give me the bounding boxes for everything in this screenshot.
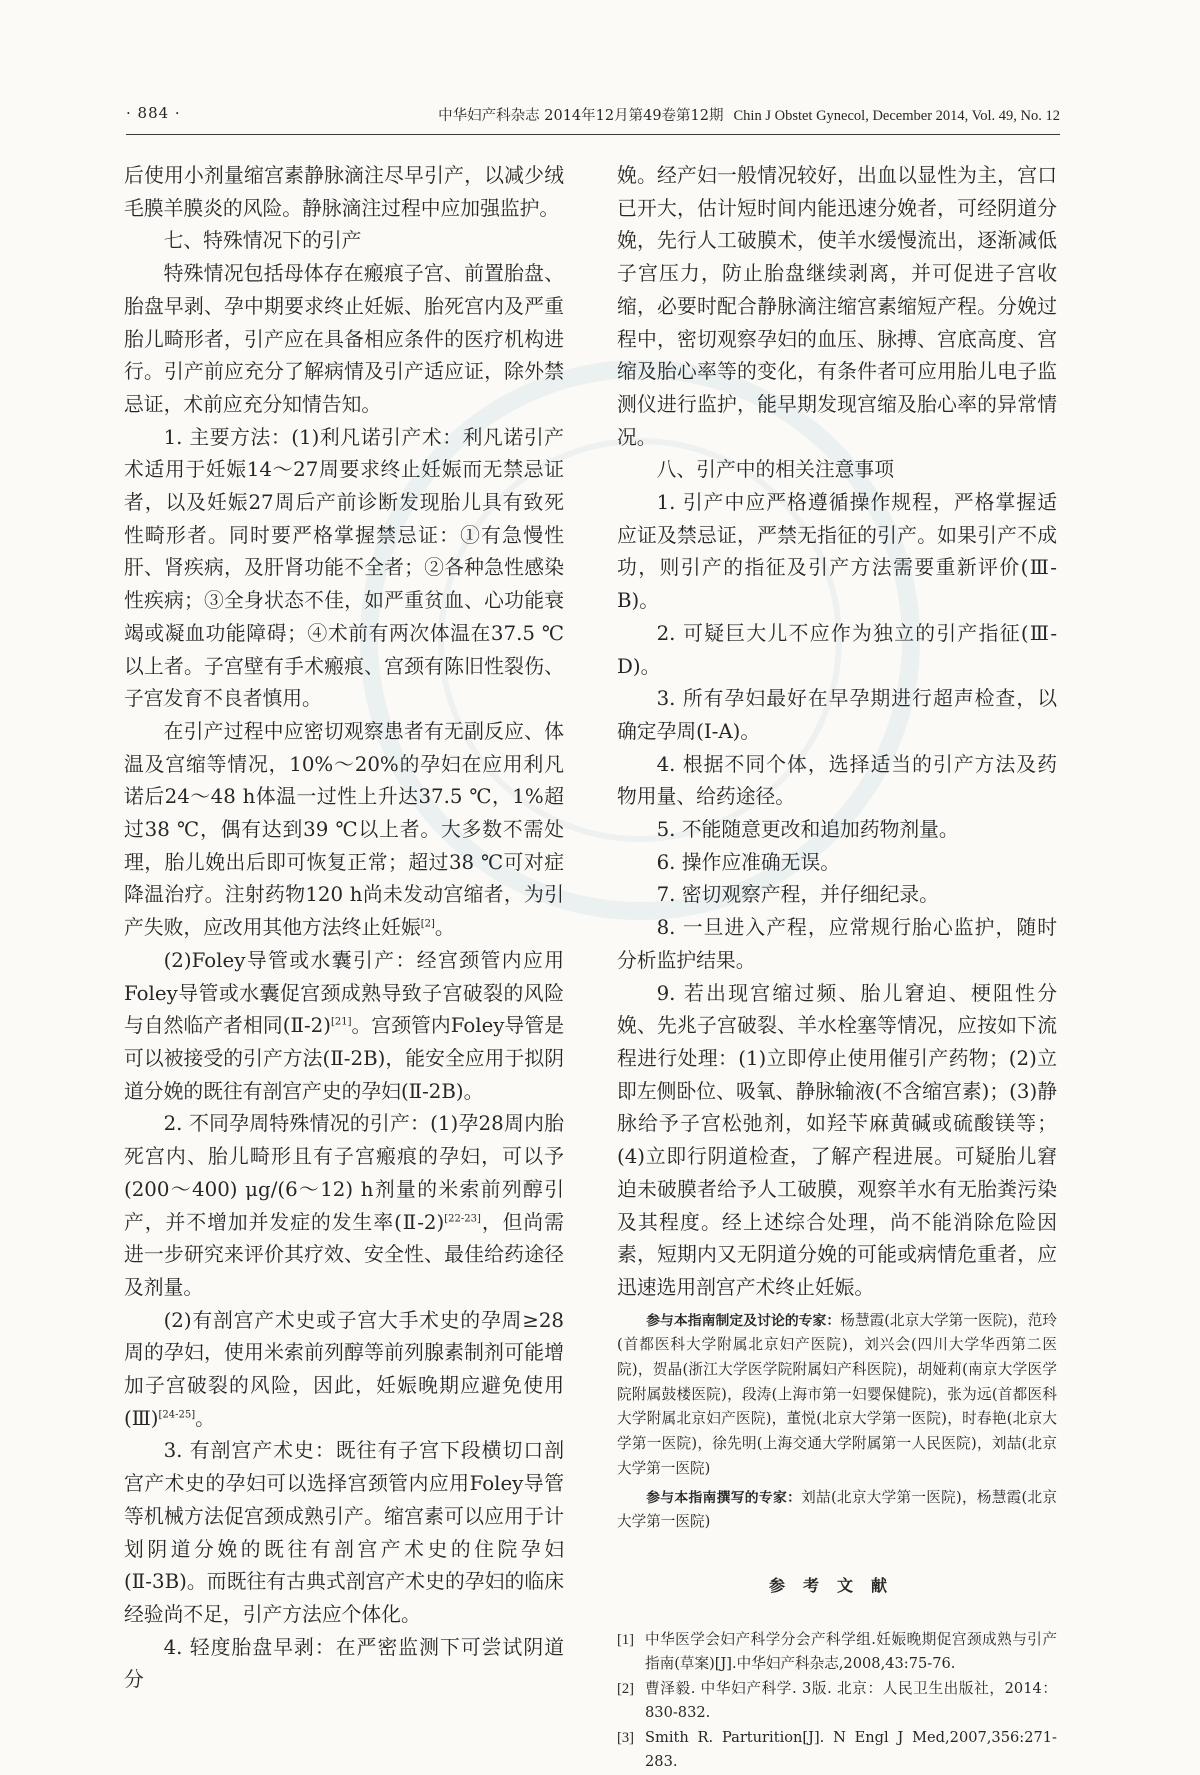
list-item: 1. 引产中应严格遵循操作规程，严格掌握适应证及禁忌证，严禁无指征的引产。如果引产不成功，则引产的指征及引产方法需要重新评价(Ⅲ-B)。	[617, 491, 1057, 613]
paragraph	[124, 945, 564, 1109]
right-column	[617, 160, 1057, 1775]
section-heading: 七、特殊情况下的引产	[163, 229, 362, 253]
paragraph-text: 。	[434, 916, 455, 940]
authors-label: 参与本指南撰写的专家：	[646, 1489, 802, 1506]
experts-label: 参与本指南制定及讨论的专家：	[646, 1312, 841, 1329]
authors-panel	[617, 1486, 1057, 1535]
list-item: 8. 一旦进入产程，应常规行胎心监护，随时分析监护结果。	[617, 916, 1057, 972]
experts-panel	[617, 1309, 1057, 1482]
citation-ref: [2]	[420, 918, 435, 930]
journal-citation	[438, 104, 1060, 125]
reference-number: [1]	[617, 1631, 635, 1648]
paragraph-text: (2)有剖宫产术史或子宫大手术史的孕周≥28周的孕妇，使用米索前列醇等前列腺素制剂可能增加子宫破裂的风险，因此，妊娠晚期应避免使用(Ⅲ)	[124, 1308, 564, 1430]
reference-text: Smith R. Parturition[J]. N Engl J Med,2007,356:271-283.	[645, 1728, 1057, 1771]
citation-ref: [21]	[330, 1016, 352, 1028]
reference-text: 曹泽毅. 中华妇产科学. 3版. 北京：人民卫生出版社，2014：830-832.	[645, 1679, 1057, 1722]
reference-item	[617, 1726, 1057, 1775]
journal-title-en: Chin J Obstet Gynecol, December 2014, Vol. 49, No. 12	[733, 108, 1060, 124]
authors-list: 刘喆(北京大学第一医院)，杨慧霞(北京大学第一医院)	[617, 1488, 1058, 1531]
paragraph: 后使用小剂量缩宫素静脉滴注尽早引产，以减少绒毛膜羊膜炎的风险。静脉滴注过程中应加强监护。	[124, 164, 564, 220]
list-item: 2. 可疑巨大儿不应作为独立的引产指征(Ⅲ-D)。	[617, 621, 1057, 678]
paragraph	[124, 716, 564, 945]
reference-text: 中华医学会妇产科学分会产科学组.妊娠晚期促宫颈成熟与引产指南(草案)[J].中华妇产科杂志,2008,43:75-76.	[645, 1630, 1057, 1673]
list-item: 7. 密切观察产程，并仔细纪录。	[656, 883, 939, 907]
page-number: · 884 ·	[126, 104, 181, 122]
paragraph-text: ，但尚需进一步研究来评价其疗效、安全性、最佳给药途径及剂量。	[124, 1210, 564, 1299]
list-item: 3. 所有孕妇最好在早孕期进行超声检查，以确定孕周(Ⅰ-A)。	[617, 687, 1057, 743]
paragraph: 娩。经产妇一般情况较好，出血以显性为主，宫口已开大，估计短时间内能迅速分娩者，可经阴道分娩，先行人工破膜术，使羊水缓慢流出，逐渐减低子宫压力，防止胎盘继续剥离，并可促进子宫收缩，必要时配合静脉滴注缩宫素缩短产程。分娩过程中，密切观察孕妇的血压、脉搏、宫底高度、宫缩及胎心率等的变化，有条件者可应用胎儿电子监测仪进行监护，能早期发现宫缩及胎心率的异常情况。	[617, 164, 1057, 449]
list-item: 5. 不能随意更改和追加药物剂量。	[656, 818, 959, 842]
references-heading: 参考文献	[768, 1575, 905, 1595]
list-item: 6. 操作应准确无误。	[656, 850, 841, 874]
paragraph	[124, 1305, 564, 1436]
paragraph: 3. 有剖宫产术史：既往有子宫下段横切口剖宫产术史的孕妇可以选择宫颈管内应用Foley导管等机械方法促宫颈成熟引产。缩宫素可以应用于计划阴道分娩的既往有剖宫产术史的住院孕妇(Ⅱ-3B)。而既往有古典式剖宫产术史的孕妇的临床经验尚不足，引产方法应个体化。	[124, 1439, 564, 1626]
left-column	[124, 160, 564, 1697]
paragraph: 1. 主要方法：(1)利凡诺引产术：利凡诺引产术适用于妊娠14～27周要求终止妊娠而无禁忌证者，以及妊娠27周后产前诊断发现胎儿具有致死性畸形者。同时要严格掌握禁忌证：①有急慢性肝、肾疾病，及肝肾功能不全者；②各种急性感染性疾病；③全身状态不佳，如严重贫血、心功能衰竭或凝血功能障碍；④术前有两次体温在37.5 ℃以上者。子宫壁有手术瘢痕、宫颈有陈旧性裂伤、子宫发育不良者慎用。	[124, 425, 564, 711]
paragraph: 特殊情况包括母体存在瘢痕子宫、前置胎盘、胎盘早剥、孕中期要求终止妊娠、胎死宫内及严重胎儿畸形者，引产应在具备相应条件的医疗机构进行。引产前应充分了解病情及引产适应证，除外禁忌证，术前应充分知情告知。	[124, 262, 564, 416]
paragraph-text: 。宫颈管内Foley导管是可以被接受的引产方法(Ⅱ-2B)，能安全应用于拟阴道分娩的既往有剖宫产史的孕妇(Ⅱ-2B)。	[124, 1014, 564, 1103]
reference-number: [2]	[617, 1680, 635, 1697]
paragraph: 4. 轻度胎盘早剥：在严密监测下可尝试阴道分	[124, 1635, 564, 1692]
running-header	[126, 104, 1060, 135]
paragraph-text: (2)Foley导管或水囊引产：经宫颈管内应用Foley导管或水囊促宫颈成熟导致子宫破裂的风险与自然临产者相同(Ⅱ-2)	[124, 948, 564, 1038]
paragraph-text: 在引产过程中应密切观察患者有无副反应、体温及宫缩等情况，10%～20%的孕妇在应用利凡诺后24～48 h体温一过性上升达37.5 ℃，1%超过38 ℃，偶有达到39 ℃以上者。大多数不需处理，胎儿娩出后即可恢复正常；超过38 ℃可对症降温治疗。注射药物120 h尚未发动宫缩者，为引产失败，应改用其他方法终止妊娠	[124, 719, 564, 940]
citation-ref: [22-23]	[444, 1212, 481, 1224]
list-item: 9. 若出现宫缩过频、胎儿窘迫、梗阻性分娩、先兆子宫破裂、羊水栓塞等情况，应按如下流程进行处理：(1)立即停止使用催引产药物；(2)立即左侧卧位、吸氧、静脉输液(不含缩宫素)；(3)静脉给予子宫松弛剂，如羟苄麻黄碱或硫酸镁等；(4)立即行阴道检查，了解产程进展。可疑胎儿窘迫未破膜者给予人工破膜，观察羊水有无胎粪污染及其程度。经上述综合处理，尚不能消除危险因素，短期内又无阴道分娩的可能或病情危重者，应迅速选用剖宫产术终止妊娠。	[617, 981, 1057, 1299]
citation-ref: [24-25]	[158, 1409, 196, 1421]
paragraph	[124, 1108, 564, 1304]
paragraph-text: 。	[195, 1406, 215, 1430]
paragraph-text: 2. 不同孕周特殊情况的引产：(1)孕28周内胎死宫内、胎儿畸形且有子宫瘢痕的孕妇，可以予(200～400) μg/(6～12) h剂量的米索前列醇引产，并不增加并发症的发生率(Ⅱ-2)	[124, 1112, 564, 1234]
reference-item	[617, 1628, 1057, 1677]
reference-item	[617, 1677, 1057, 1726]
section-heading: 八、引产中的相关注意事项	[656, 458, 894, 482]
journal-title-cn: 中华妇产科杂志 2014年12月第49卷第12期	[438, 108, 724, 124]
reference-number: [3]	[617, 1729, 635, 1746]
list-item: 4. 根据不同个体，选择适当的引产方法及药物用量、给药途径。	[617, 752, 1057, 809]
experts-list: 杨慧霞(北京大学第一医院)，范玲(首都医科大学附属北京妇产医院)，刘兴会(四川大学华西第二医院)，贺晶(浙江大学医学院附属妇产科医院)，胡娅莉(南京大学医学院附属鼓楼医院)，段涛(上海市第一妇婴保健院)，张为远(首都医科大学附属北京妇产医院)，董悦(北京大学第一医院)，时春艳(北京大学第一医院)，徐先明(上海交通大学附属第一人民医院)，刘喆(北京大学第一医院)	[617, 1311, 1058, 1477]
